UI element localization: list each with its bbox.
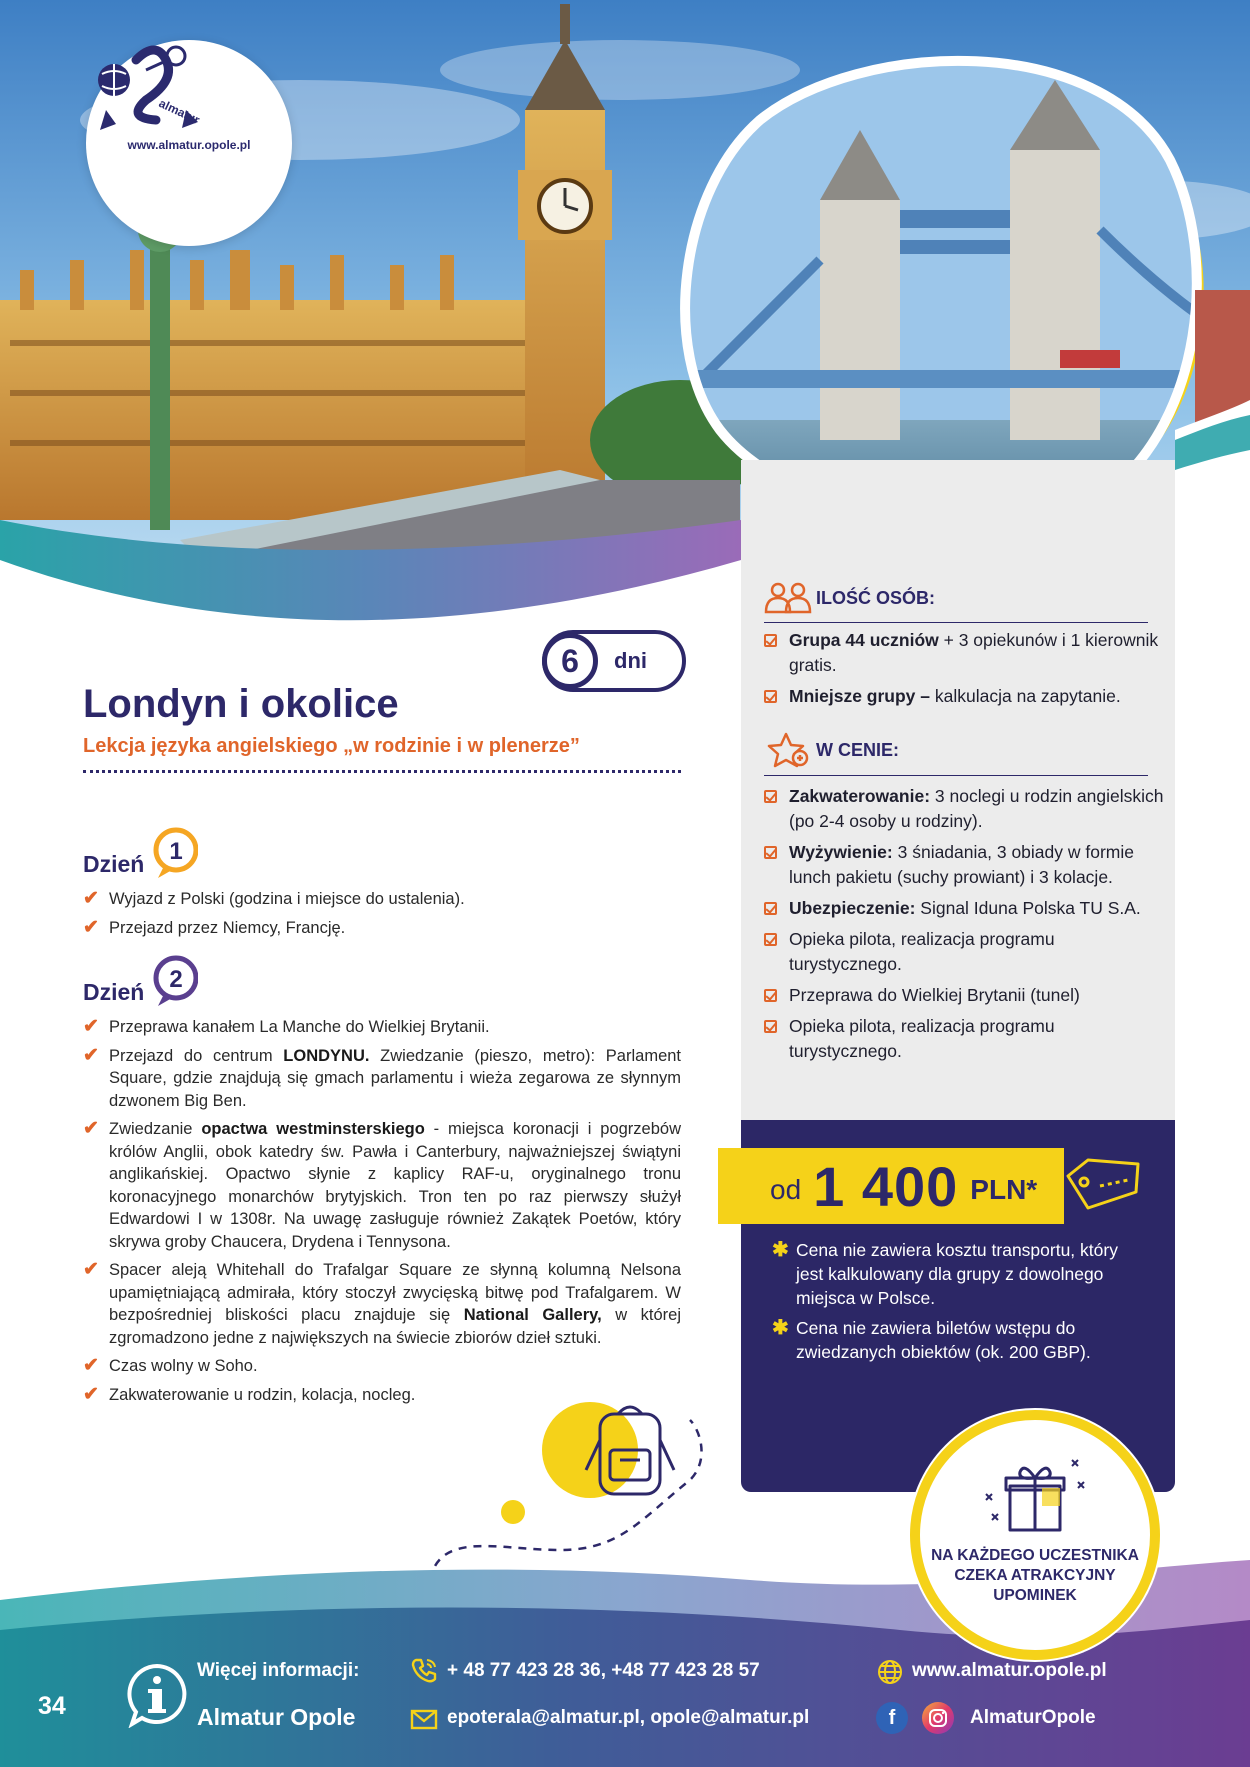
list-item: ✱ Cena nie zawiera kosztu transportu, który jest kalkulowany dla grupy z dowolnego miejsca w Polsce. [772, 1239, 1118, 1308]
included-list [764, 784, 1164, 1070]
list-item: Zakwaterowanie: 3 noclegi u rodzin angielskich (po 2-4 osoby u rodziny). [764, 784, 1164, 834]
group-size-rule [764, 622, 1148, 623]
check-icon: ✔ [83, 1016, 99, 1037]
checkbox-icon [764, 989, 777, 1002]
list-item: ✔ Spacer aleją Whitehall do Trafalgar Square ze słynną kolumną Nelsona upamiętniającą admirała, który stoczył zwycięską bitwę pod Trafalgarem. W bezpośredniej bliskości placu znajduje się National Gallery, w której zgromadzono jedne z największych na świecie zbiorów dzieł sztuki. [83, 1259, 681, 1347]
social-handle[interactable]: AlmaturOpole [970, 1707, 1096, 1728]
list-item: Wyżywienie: 3 śniadania, 3 obiady w formie lunch pakietu (suchy prowiant) i 3 kolacje. [764, 840, 1164, 890]
gift-badge [910, 1410, 1160, 1660]
checkbox-icon [764, 690, 777, 703]
day-2-heading [83, 954, 198, 1006]
check-icon: ✔ [83, 1118, 99, 1139]
logo-wordmark: almatur [156, 96, 202, 128]
company-name: Almatur Opole [197, 1704, 356, 1730]
price-prefix: od [770, 1174, 802, 1205]
included-heading [764, 732, 899, 768]
list-item: Mniejsze grupy – kalkulacja na zapytanie. [764, 684, 1164, 709]
day-2-number: 2 [169, 966, 184, 993]
day-1-heading [83, 826, 198, 878]
check-icon: ✔ [83, 1383, 99, 1405]
instagram-icon[interactable] [922, 1702, 954, 1734]
list-item: ✔ Przejazd do centrum LONDYNU. Zwiedzanie (pieszo, metro): Parlament Square, gdzie znajdują się gmach parlamentu i wieża zegarowa ze słynnym dzwonem Big Ben. [83, 1044, 682, 1110]
day-1-number: 1 [169, 838, 184, 865]
check-icon: ✔ [83, 888, 99, 909]
asterisk-icon: ✱ [772, 1239, 789, 1261]
facebook-icon[interactable]: f [876, 1702, 908, 1734]
included-title: W CENIE: [816, 739, 899, 760]
list-item: ✱ Cena nie zawiera biletów wstępu do zwiedzanych obiektów (ok. 200 GBP). [772, 1317, 1091, 1362]
group-size-heading [764, 580, 935, 616]
info-icon [124, 1662, 190, 1728]
list-item: ✔ Przejazd przez Niemcy, Francję. [83, 916, 346, 938]
day-1-word: Dzień [83, 851, 145, 877]
check-icon: ✔ [83, 1044, 99, 1066]
included-rule [764, 775, 1148, 776]
checkbox-icon [764, 846, 777, 859]
day-1-pin-icon [150, 826, 198, 882]
duration-days-number: 6 [542, 633, 598, 689]
checkbox-icon [764, 902, 777, 915]
trip-subtitle: Lekcja języka angielskiego „w rodzinie i w plenerze” [83, 735, 580, 757]
price-notes [772, 1238, 1142, 1370]
day-2-word: Dzień [83, 979, 145, 1005]
star-badge-icon [764, 732, 812, 768]
price-amount: 1 400 [813, 1154, 959, 1218]
email-addresses[interactable]: epoterala@almatur.pl, opole@almatur.pl [447, 1707, 810, 1728]
trip-title: Londyn i okolice [83, 682, 399, 726]
almatur-logo-icon [86, 40, 216, 136]
list-item: ✔ Zakwaterowanie u rodzin, kolacja, nocleg. [83, 1383, 416, 1405]
checkbox-icon [764, 634, 777, 647]
list-item: ✔ Wyjazd z Polski (godzina i miejsce do ustalenia). [83, 888, 465, 909]
check-icon: ✔ [83, 1355, 99, 1376]
phone-icon [410, 1656, 438, 1684]
group-size-list [764, 628, 1164, 715]
price-label [718, 1148, 1064, 1224]
list-item: ✔ Przeprawa kanałem La Manche do Wielkiej Brytanii. [83, 1016, 490, 1037]
check-icon: ✔ [83, 916, 99, 938]
list-item: Opieka pilota, realizacja programu turystycznego. [764, 1014, 1164, 1064]
almatur-logo[interactable] [86, 40, 292, 246]
day-1-list [83, 888, 681, 945]
list-item: Grupa 44 uczniów + 3 opiekunów i 1 kierownik gratis. [764, 628, 1164, 678]
gift-icon [980, 1454, 1090, 1538]
checkbox-icon [764, 790, 777, 803]
people-icon [764, 580, 812, 616]
price-currency: PLN* [970, 1174, 1038, 1205]
duration-days-label: dni [614, 648, 647, 673]
list-item: Opieka pilota, realizacja programu turystycznego. [764, 927, 1164, 977]
backpack-decoration [420, 1400, 720, 1580]
list-item: Przeprawa do Wielkiej Brytanii (tunel) [764, 983, 1164, 1008]
more-info-label: Więcej informacji: [197, 1660, 360, 1681]
page-number: 34 [38, 1692, 66, 1720]
list-item: ✔ Czas wolny w Soho. [83, 1355, 258, 1376]
check-icon: ✔ [83, 1259, 99, 1280]
title-divider [83, 770, 681, 773]
checkbox-icon [764, 933, 777, 946]
globe-icon [876, 1658, 904, 1686]
list-item: Ubezpieczenie: Signal Iduna Polska TU S.A. [764, 896, 1164, 921]
phone-numbers[interactable]: + 48 77 423 28 36, +48 77 423 28 57 [447, 1660, 760, 1681]
group-size-title: ILOŚĆ OSÓB: [816, 587, 936, 608]
checkbox-icon [764, 1020, 777, 1033]
price-tag-icon [1064, 1152, 1144, 1214]
day-2-list [83, 1016, 681, 1412]
logo-url[interactable]: www.almatur.opole.pl [127, 138, 251, 152]
website-link[interactable]: www.almatur.opole.pl [912, 1660, 1107, 1681]
list-item: ✔ Zwiedzanie opactwa westminsterskiego - miejsca koronacji i pogrzebów królów Anglii, obok katedry św. Pawła i Canterbury, najważniejszej świątyni anglikańskiej. Opactwo słynie z kaplicy RAF-u, oryginalnego tronu koronacyjnego monarchów brytyjskich. Tron ten po raz pierwszy służył Edwardowi I w 1308r. Na uwagę zasługuje również Zakątek Poetów, który skrywa groby Chaucera, Drydena i Tennysona. [83, 1118, 681, 1251]
asterisk-icon: ✱ [772, 1317, 789, 1339]
gift-text: NA KAŻDEGO UCZESTNIKA CZEKA ATRAKCYJNY UPOMINEK [931, 1547, 1139, 1604]
mail-icon [410, 1705, 438, 1733]
duration-badge [542, 630, 686, 692]
day-2-pin-icon [150, 954, 198, 1010]
